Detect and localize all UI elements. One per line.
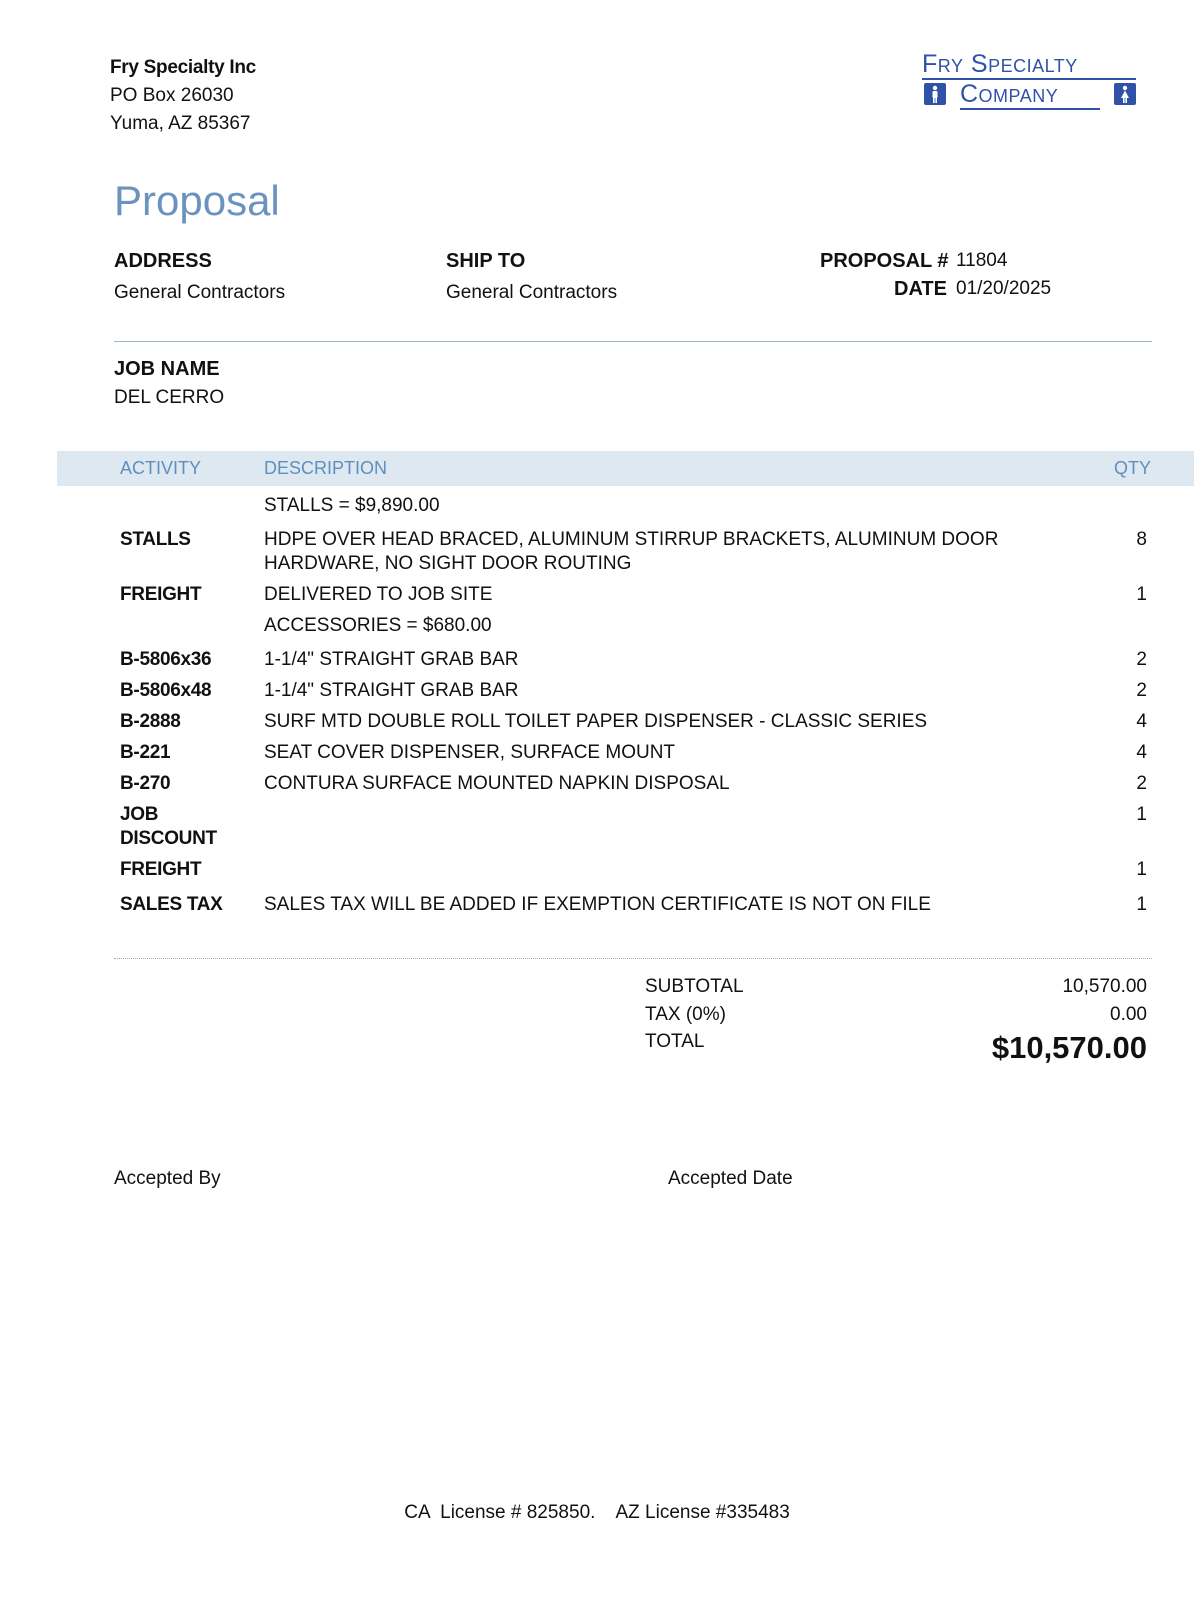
row-activity: SALES TAX bbox=[120, 894, 223, 915]
row-activity: JOB DISCOUNT bbox=[120, 804, 217, 849]
logo-text-line2: Company bbox=[960, 80, 1100, 110]
restroom-man-icon bbox=[924, 83, 946, 105]
proposal-number-label: PROPOSAL # bbox=[820, 250, 949, 272]
tax-label: TAX (0%) bbox=[645, 1004, 726, 1025]
header-divider bbox=[114, 341, 1152, 342]
column-header-description: DESCRIPTION bbox=[264, 458, 388, 478]
accepted-date-label: Accepted Date bbox=[668, 1168, 793, 1189]
ship-to-label: SHIP TO bbox=[446, 250, 526, 272]
license-footer: CA License # 825850. AZ License #335483 bbox=[404, 1502, 790, 1523]
date-value: 01/20/2025 bbox=[956, 278, 1052, 299]
company-address-line2: Yuma, AZ 85367 bbox=[110, 113, 251, 134]
logo-text-line1: Fry Specialty bbox=[922, 50, 1136, 80]
row-qty: 2 bbox=[1136, 649, 1147, 670]
row-description: SEAT COVER DISPENSER, SURFACE MOUNT bbox=[264, 742, 676, 763]
company-address-line1: PO Box 26030 bbox=[110, 85, 234, 106]
row-activity: FREIGHT bbox=[120, 584, 202, 605]
row-description: STALLS = $9,890.00 bbox=[264, 495, 440, 516]
row-activity: B-270 bbox=[120, 773, 171, 794]
row-activity: B-2888 bbox=[120, 711, 181, 732]
document-title: Proposal bbox=[114, 177, 280, 224]
row-description: HDPE OVER HEAD BRACED, ALUMINUM STIRRUP BRACKETS, ALUMINUM DOOR HARDWARE, NO SIGHT DOOR ROUTING bbox=[264, 529, 999, 574]
row-description: 1-1/4" STRAIGHT GRAB BAR bbox=[264, 680, 519, 701]
row-qty: 1 bbox=[1136, 584, 1147, 605]
row-qty: 2 bbox=[1136, 680, 1147, 701]
row-qty: 8 bbox=[1136, 529, 1147, 550]
address-label: ADDRESS bbox=[114, 250, 212, 272]
row-activity: B-221 bbox=[120, 742, 171, 763]
job-name-label: JOB NAME bbox=[114, 358, 220, 380]
row-qty: 4 bbox=[1136, 711, 1147, 732]
total-value: $10,570.00 bbox=[991, 1030, 1147, 1065]
date-label: DATE bbox=[894, 278, 947, 300]
total-label: TOTAL bbox=[645, 1031, 705, 1052]
subtotal-label: SUBTOTAL bbox=[645, 976, 744, 997]
restroom-woman-icon bbox=[1114, 83, 1136, 105]
row-description: DELIVERED TO JOB SITE bbox=[264, 584, 493, 605]
column-header-qty: QTY bbox=[1113, 458, 1151, 478]
ship-to-value: General Contractors bbox=[446, 282, 618, 303]
accepted-by-label: Accepted By bbox=[114, 1168, 221, 1189]
job-name-value: DEL CERRO bbox=[114, 387, 225, 408]
address-value: General Contractors bbox=[114, 282, 286, 303]
row-qty: 4 bbox=[1136, 742, 1147, 763]
table-header bbox=[57, 451, 1194, 486]
row-activity: STALLS bbox=[120, 529, 191, 550]
row-qty: 1 bbox=[1136, 804, 1147, 825]
subtotal-value: 10,570.00 bbox=[1062, 976, 1147, 997]
row-description: CONTURA SURFACE MOUNTED NAPKIN DISPOSAL bbox=[264, 773, 730, 794]
row-description: 1-1/4" STRAIGHT GRAB BAR bbox=[264, 649, 519, 670]
company-name: Fry Specialty Inc bbox=[110, 57, 256, 78]
company-logo bbox=[922, 50, 1142, 112]
column-header-activity: ACTIVITY bbox=[120, 458, 202, 478]
row-description: SURF MTD DOUBLE ROLL TOILET PAPER DISPENSER - CLASSIC SERIES bbox=[264, 711, 928, 732]
row-activity: B-5806x48 bbox=[120, 680, 212, 701]
row-activity: FREIGHT bbox=[120, 859, 202, 880]
proposal-number-value: 11804 bbox=[956, 250, 1008, 271]
row-qty: 2 bbox=[1136, 773, 1147, 794]
row-description: ACCESSORIES = $680.00 bbox=[264, 615, 492, 636]
row-qty: 1 bbox=[1136, 894, 1147, 915]
row-description: SALES TAX WILL BE ADDED IF EXEMPTION CERTIFICATE IS NOT ON FILE bbox=[264, 894, 931, 915]
row-activity: B-5806x36 bbox=[120, 649, 212, 670]
totals-divider bbox=[114, 958, 1152, 959]
row-qty: 1 bbox=[1136, 859, 1147, 880]
tax-value: 0.00 bbox=[1110, 1004, 1147, 1025]
company-address-block bbox=[110, 54, 256, 138]
